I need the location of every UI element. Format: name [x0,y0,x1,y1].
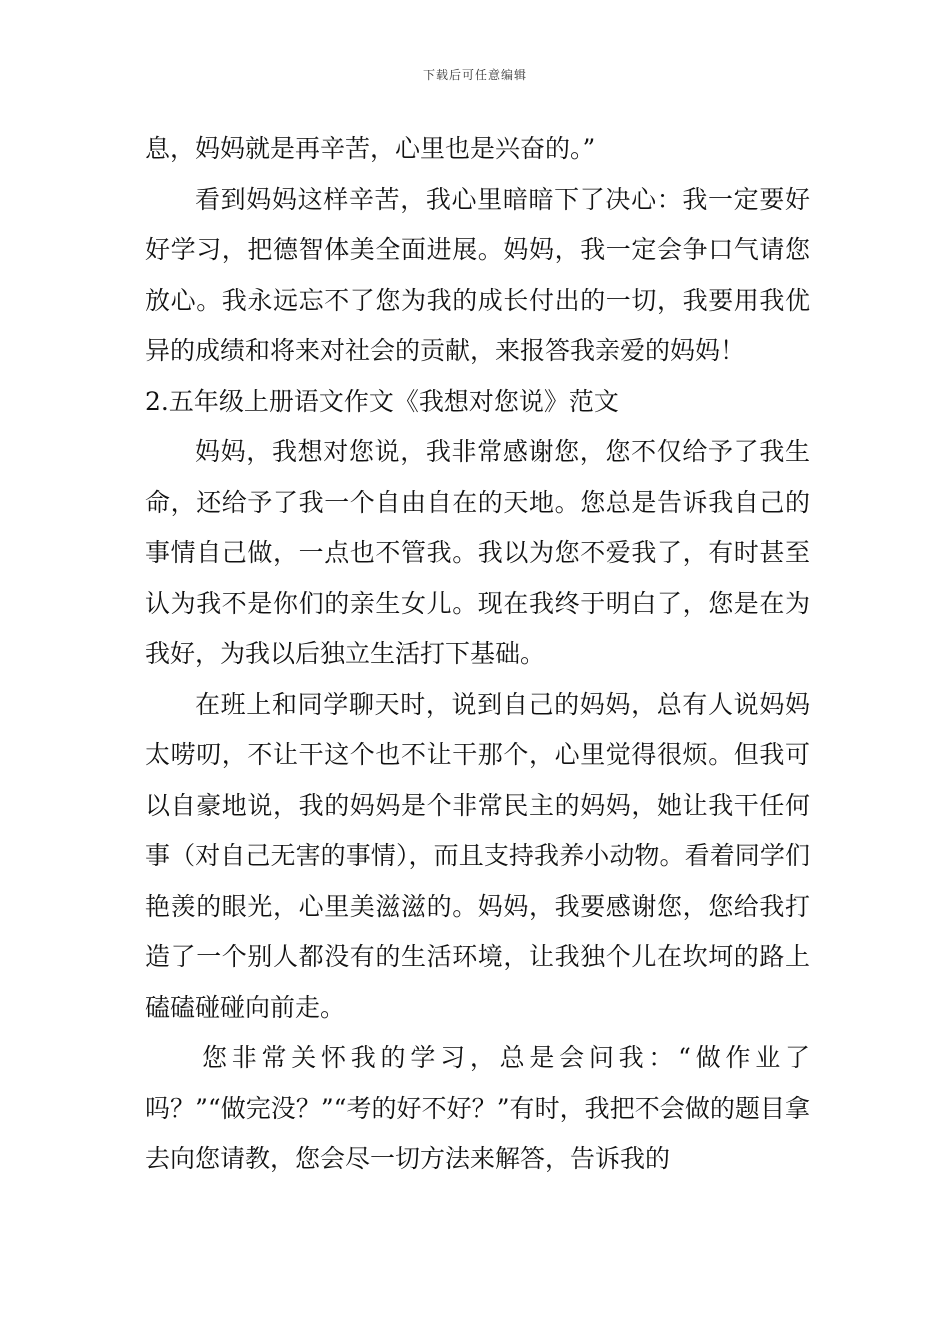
paragraph-classmates: 在班上和同学聊天时，说到自己的妈妈，总有人说妈妈太唠叨，不让干这个也不让干那个，心里觉得很烦。但我可以自豪地说，我的妈妈是个非常民主的妈妈，她让我干任何事（对自己无害的事情），而且支持我养小动物。看着同学们艳羡的眼光，心里美滋滋的。妈妈，我要感谢您，您给我打造了一个别人都没有的生活环境，让我独个儿在坎坷的路上磕磕碰碰向前走。 [145,689,810,1022]
paragraph-continuation: 息，妈妈就是再辛苦，心里也是兴奋的。” [145,134,596,163]
paragraph-study-care: 您非常关怀我的学习，总是会问我：“做作业了吗？”“做完没？”“考的好不好？”有时，我把不会做的题目拿去向您请教，您会尽一切方法来解答，告诉我的 [145,1043,810,1173]
document-body [145,124,810,1185]
paragraph-gratitude: 妈妈，我想对您说，我非常感谢您，您不仅给予了我生命，还给予了我一个自由自在的天地。您总是告诉我自己的事情自己做，一点也不管我。我以为您不爱我了，有时甚至认为我不是你们的亲生女儿。现在我终于明白了，您是在为我好，为我以后独立生活打下基础。 [145,437,810,668]
section-heading: 2.五年级上册语文作文《我想对您说》范文 [145,386,619,416]
page-header: 下载后可任意编辑 [422,68,527,82]
paragraph-resolution: 看到妈妈这样辛苦，我心里暗暗下了决心：我一定要好好学习，把德智体美全面进展。妈妈，我一定会争口气请您放心。我永远忘不了您为我的成长付出的一切，我要用我优异的成绩和将来对社会的贡献，来报答我亲爱的妈妈！ [145,184,810,365]
